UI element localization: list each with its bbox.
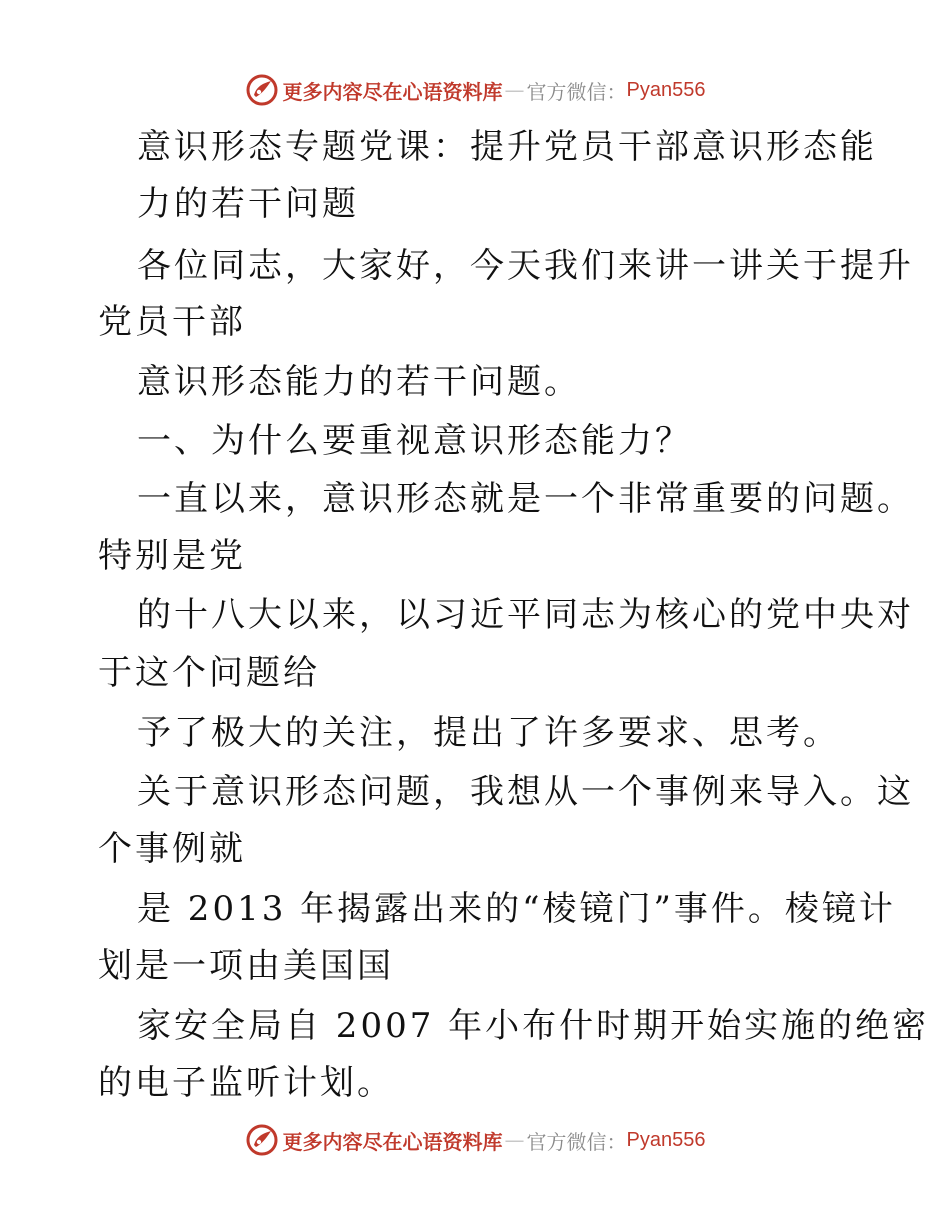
banner-label: 官方微信： [526, 1129, 627, 1154]
banner-wechat: Pyan556 [626, 78, 706, 101]
title-line-2: 力的若干问题 [137, 184, 359, 224]
paragraph-3-line-1: 一直以来，意识形态就是一个非常重要的问题。 [137, 479, 914, 519]
paragraph-4-line-1: 的十八大以来，以习近平同志为核心的党中央对 [137, 595, 914, 635]
paragraph-7-line-1: 是 2013 年揭露出来的“棱镜门”事件。棱镜计 [137, 889, 896, 929]
paragraph-8-line-1: 家安全局自 2007 年小布什时期开始实施的绝密 [137, 1006, 930, 1046]
paragraph-1-line-2: 党员干部 [98, 302, 246, 342]
banner-dash: — [504, 1128, 525, 1152]
paragraph-1-line-1: 各位同志，大家好，今天我们来讲一讲关于提升 [137, 246, 914, 286]
footer-banner [0, 1120, 950, 1160]
paragraph-6-line-2: 个事例就 [98, 829, 246, 869]
header-banner [0, 70, 950, 110]
banner-text: 更多内容尽在心语资料库 [282, 1129, 503, 1154]
logo-icon [245, 73, 279, 107]
paragraph-6-line-1: 关于意识形态问题，我想从一个事例来导入。这 [137, 772, 914, 812]
paragraph-4-line-2: 于这个问题给 [98, 653, 320, 693]
banner-text: 更多内容尽在心语资料库 [282, 79, 503, 104]
paragraph-7-line-2: 划是一项由美国国 [98, 946, 394, 986]
section-heading-1: 一、为什么要重视意识形态能力？ [137, 421, 692, 461]
banner-wechat: Pyan556 [626, 1128, 706, 1151]
title-line-1: 意识形态专题党课：提升党员干部意识形态能 [137, 127, 877, 167]
logo-icon [245, 1123, 279, 1157]
paragraph-5-line-1: 予了极大的关注，提出了许多要求、思考。 [137, 713, 840, 753]
banner-label: 官方微信： [526, 79, 627, 104]
banner-dash: — [504, 78, 525, 102]
paragraph-8-line-2: 的电子监听计划。 [98, 1063, 394, 1103]
paragraph-2-line-1: 意识形态能力的若干问题。 [137, 362, 581, 402]
paragraph-3-line-2: 特别是党 [98, 536, 246, 576]
